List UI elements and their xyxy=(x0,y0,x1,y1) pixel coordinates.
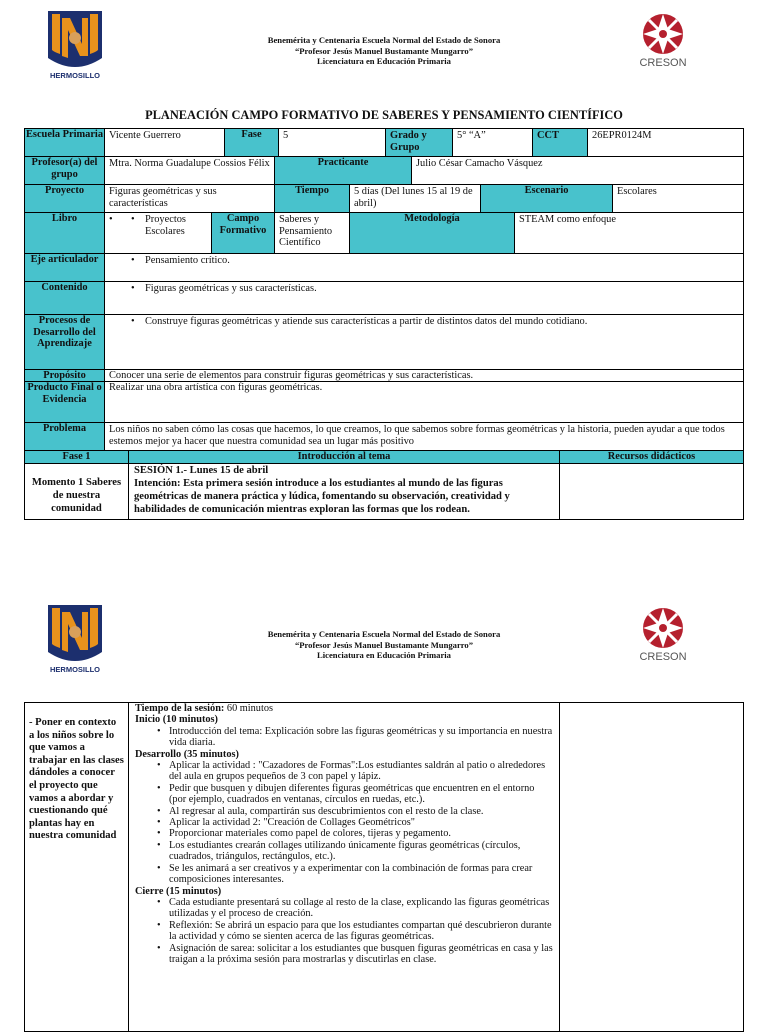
page-title: PLANEACIÓN CAMPO FORMATIVO DE SABERES Y PENSAMIENTO CIENTÍFICO xyxy=(145,108,623,122)
creson-text-2: CRESON xyxy=(639,651,687,663)
proposito-value: Conocer una serie de elementos para construir figuras geométricas y sus características. xyxy=(104,369,744,382)
intencion-label: Intención: xyxy=(134,478,181,489)
header2-line-1: Benemérita y Centenaria Escuela Normal del Estado de Sonora xyxy=(267,629,501,639)
page2-recursos-cell xyxy=(559,702,744,1032)
grado-label: Grado y Grupo xyxy=(385,128,453,157)
sesion-intro xyxy=(128,463,560,520)
list-item: • Aplicar la actividad : "Cazadores de Formas":Los estudiantes saldrán al patio o alrededores del aula en grupos pequeños de 3 con papel y lápiz. xyxy=(135,760,553,783)
page2-session-cell xyxy=(128,702,560,1032)
recursos-cell xyxy=(559,463,744,520)
list-item: • Reflexión: Se abrirá un espacio para que los estudiantes compartan qué descubrieron durante la actividad y cómo se sienten acerca de las figuras geométricas. xyxy=(135,920,553,943)
cierre-label: Cierre (15 minutos) xyxy=(135,885,222,897)
eje-value: • Pensamiento crítico. xyxy=(104,253,744,282)
creson-text: CRESON xyxy=(639,57,687,69)
desarrollo-label: Desarrollo (35 minutos) xyxy=(135,748,239,760)
tiempo-sesion-label: Tiempo de la sesión: xyxy=(135,703,225,714)
list-item: • Se les animará a ser creativos y a experimentar con la combinación de formas para crear composiciones interesantes. xyxy=(135,863,553,886)
contenido-value: • Figuras geométricas y sus características. xyxy=(104,281,744,315)
intencion-text: Esta primera sesión introduce a los estudiantes al mundo de las figuras geométricas de manera práctica y lúdica, fomentando su observación, creatividad y habilidades de comunicación mientras exploran las formas que los rodean. xyxy=(134,478,510,515)
proyecto-value: Figuras geométricas y sus características xyxy=(104,184,275,213)
header-line-2: “Profesor Jesús Manuel Bustamante Mungarro” xyxy=(294,45,474,56)
tiempo-sesion-value: 60 minutos xyxy=(226,703,273,714)
tiempo-label: Tiempo xyxy=(274,184,350,213)
list-item: • Al regresar al aula, compartirán sus descubrimientos con el resto de la clase. xyxy=(135,806,553,817)
producto-value: Realizar una obra artística con figuras geométricas. xyxy=(104,381,744,423)
tiempo-value: 5 días (Del lunes 15 al 19 de abril) xyxy=(349,184,481,213)
hermosillo-caption: HERMOSILLO xyxy=(50,71,100,80)
fase1-header: Fase 1 xyxy=(24,450,129,464)
eje-label: Eje articulador xyxy=(24,253,105,282)
campo-value: Saberes y Pensamiento Científico xyxy=(274,212,350,254)
metodologia-label: Metodología xyxy=(349,212,515,254)
cct-label: CCT xyxy=(532,128,588,157)
header2-line-3: Licenciatura en Educación Primaria xyxy=(317,650,451,660)
libro-value: • • Proyectos Escolares xyxy=(104,212,212,254)
producto-label: Producto Final o Evidencia xyxy=(24,381,105,423)
procesos-value: • Construye figuras geométricas y atiende sus características a partir de distintos datos del mundo cotidiano. xyxy=(104,314,744,370)
proposito-label: Propósito xyxy=(24,369,105,382)
practicante-label: Practicante xyxy=(274,156,412,185)
intro-header: Introducción al tema xyxy=(128,450,560,464)
momento-label: Momento 1 Saberes de nuestra comunidad xyxy=(24,463,129,520)
header2-line-2: “Profesor Jesús Manuel Bustamante Mungarro” xyxy=(294,639,474,650)
sesion-title: SESIÓN 1.- Lunes 15 de abril xyxy=(134,465,269,476)
recursos-header: Recursos didácticos xyxy=(559,450,744,464)
cct-value: 26EPR0124M xyxy=(587,128,744,157)
fase-value: 5 xyxy=(278,128,386,157)
escenario-value: Escolares xyxy=(612,184,744,213)
problema-label: Problema xyxy=(24,422,105,451)
list-item: • Los estudiantes crearán collages utilizando únicamente figuras geométricas (círculos, cuadrados, triángulos, rectángulos, etc.). xyxy=(135,840,553,863)
metodologia-value: STEAM como enfoque xyxy=(514,212,744,254)
creson-logo-2 xyxy=(633,604,693,674)
list-item: • Introducción del tema: Explicación sobre las figuras geométricas y su importancia en nuestra vida diaria. xyxy=(135,726,553,749)
header-line-3: Licenciatura en Educación Primaria xyxy=(317,56,451,66)
grado-value: 5° “A” xyxy=(452,128,533,157)
page2-left-cell: - Poner en contexto a los niños sobre lo que vamos a trabajar en las clases dándoles a conocer el proyecto que vamos a abordar y cuestionando qué plantas hay en nuestra comunidad xyxy=(24,702,129,1032)
escenario-label: Escenario xyxy=(480,184,613,213)
campo-label: Campo Formativo xyxy=(211,212,275,254)
hermosillo-caption-2: HERMOSILLO xyxy=(50,665,100,674)
problema-value: Los niños no saben cómo las cosas que hacemos, lo que creamos, lo que sabemos sobre formas geométricas y la historia, pueden ayudar a que todos estemos mejor ya hacer que nuestra comunidad sea un lugar más positivo xyxy=(104,422,744,451)
procesos-label: Procesos de Desarrollo del Aprendizaje xyxy=(24,314,105,370)
proyecto-label: Proyecto xyxy=(24,184,105,213)
inicio-label: Inicio (10 minutos) xyxy=(135,714,218,726)
contenido-label: Contenido xyxy=(24,281,105,315)
profesor-value: Mtra. Norma Guadalupe Cossios Félix xyxy=(104,156,275,185)
list-item: • Asignación de sarea: solicitar a los estudiantes que busquen figuras geométricas en casa y las traigan a la próxima sesión para mostrarlas y discutirlas en clase. xyxy=(135,943,553,966)
escuela-label: Escuela Primaria xyxy=(24,128,105,157)
list-item: • Proporcionar materiales como papel de colores, tijeras y pegamento. xyxy=(135,828,553,839)
fase-label: Fase xyxy=(224,128,279,157)
list-item: • Pedir que busquen y dibujen diferentes figuras geométricas que encuentren en el entorno (por ejemplo, cuadrados en ventanas, círculos en ruedas, etc.). xyxy=(135,783,553,806)
list-item: • Cada estudiante presentará su collage al resto de la clase, explicando las figuras geométricas utilizadas y el proceso de creación. xyxy=(135,897,553,920)
cierre-list xyxy=(135,897,553,965)
libro-label: Libro xyxy=(24,212,105,254)
escuela-value: Vicente Guerrero xyxy=(104,128,225,157)
practicante-value: Julio César Camacho Vásquez xyxy=(411,156,744,185)
creson-logo xyxy=(633,10,693,80)
inicio-list xyxy=(135,726,553,749)
list-item: • Aplicar la actividad 2: "Creación de Collages Geométricos" xyxy=(135,817,553,828)
desarrollo-list xyxy=(135,760,553,885)
header-line-1: Benemérita y Centenaria Escuela Normal del Estado de Sonora xyxy=(267,35,501,45)
profesor-label: Profesor(a) del grupo xyxy=(24,156,105,185)
